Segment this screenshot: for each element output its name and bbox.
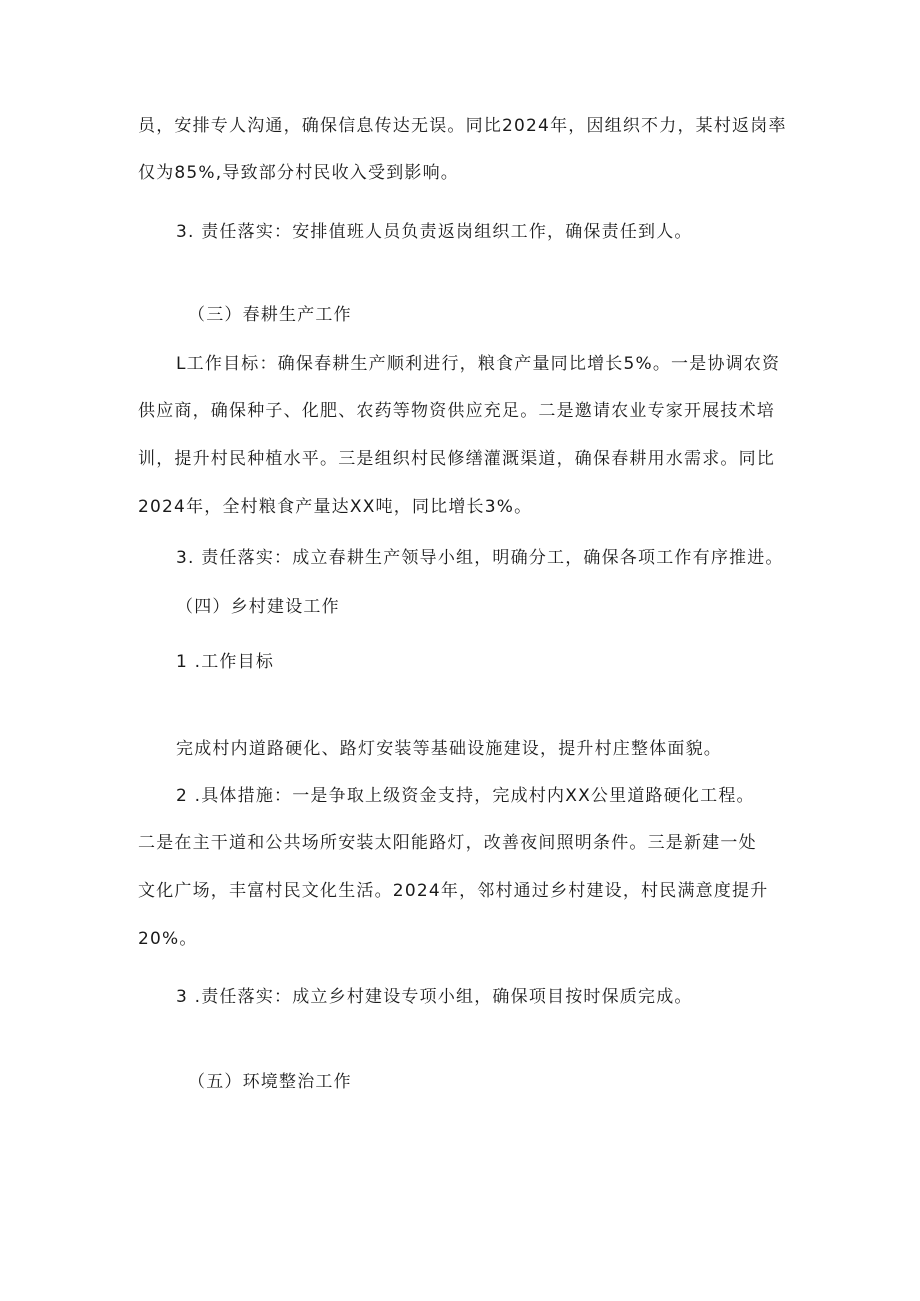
section-heading-environment: （五）环境整治工作 <box>188 1072 352 1092</box>
paragraph-work-goal-detail: 完成村内道路硬化、路灯安装等基础设施建设，提升村庄整体面貌。 <box>176 739 722 759</box>
paragraph-6-line-2: 二是在主干道和公共场所安装太阳能路灯，改善夜间照明条件。三是新建一处 <box>138 833 757 853</box>
paragraph-6-line-3: 文化广场，丰富村民文化生活。2024年，邻村通过乡村建设，村民满意度提升 <box>138 881 769 901</box>
paragraph-3-line-2: 供应商，确保种子、化肥、农药等物资供应充足。二是邀请农业专家开展技术培 <box>138 401 775 421</box>
paragraph-6-line-4: 20%。 <box>138 929 198 949</box>
paragraph-1-line-1: 员，安排专人沟通，确保信息传达无误。同比2024年，因组织不力，某村返岗率 <box>138 116 787 136</box>
section-heading-rural-construction: （四）乡村建设工作 <box>176 597 340 617</box>
item-work-goal: 1 .工作目标 <box>176 652 275 672</box>
paragraph-6-line-1: 2 .具体措施：一是争取上级资金支持，完成村内XX公里道路硬化工程。 <box>176 786 755 806</box>
paragraph-responsibility-return: 3. 责任落实：安排值班人员负责返岗组织工作，确保责任到人。 <box>176 222 693 242</box>
paragraph-1-line-2: 仅为85%,导致部分村民收入受到影响。 <box>138 163 459 183</box>
section-heading-spring-farming: （三）春耕生产工作 <box>188 305 352 325</box>
paragraph-3-line-4: 2024年，全村粮食产量达XX吨，同比增长3%。 <box>138 497 533 517</box>
paragraph-3-line-1: L工作目标：确保春耕生产顺利进行，粮食产量同比增长5%。一是协调农资 <box>176 354 781 374</box>
paragraph-3-line-3: 训，提升村民种植水平。三是组织村民修缮灌溉渠道，确保春耕用水需求。同比 <box>138 449 775 469</box>
paragraph-responsibility-construction: 3 .责任落实：成立乡村建设专项小组，确保项目按时保质完成。 <box>176 987 693 1007</box>
paragraph-responsibility-farming: 3. 责任落实：成立春耕生产领导小组，明确分工，确保各项工作有序推进。 <box>176 548 784 568</box>
